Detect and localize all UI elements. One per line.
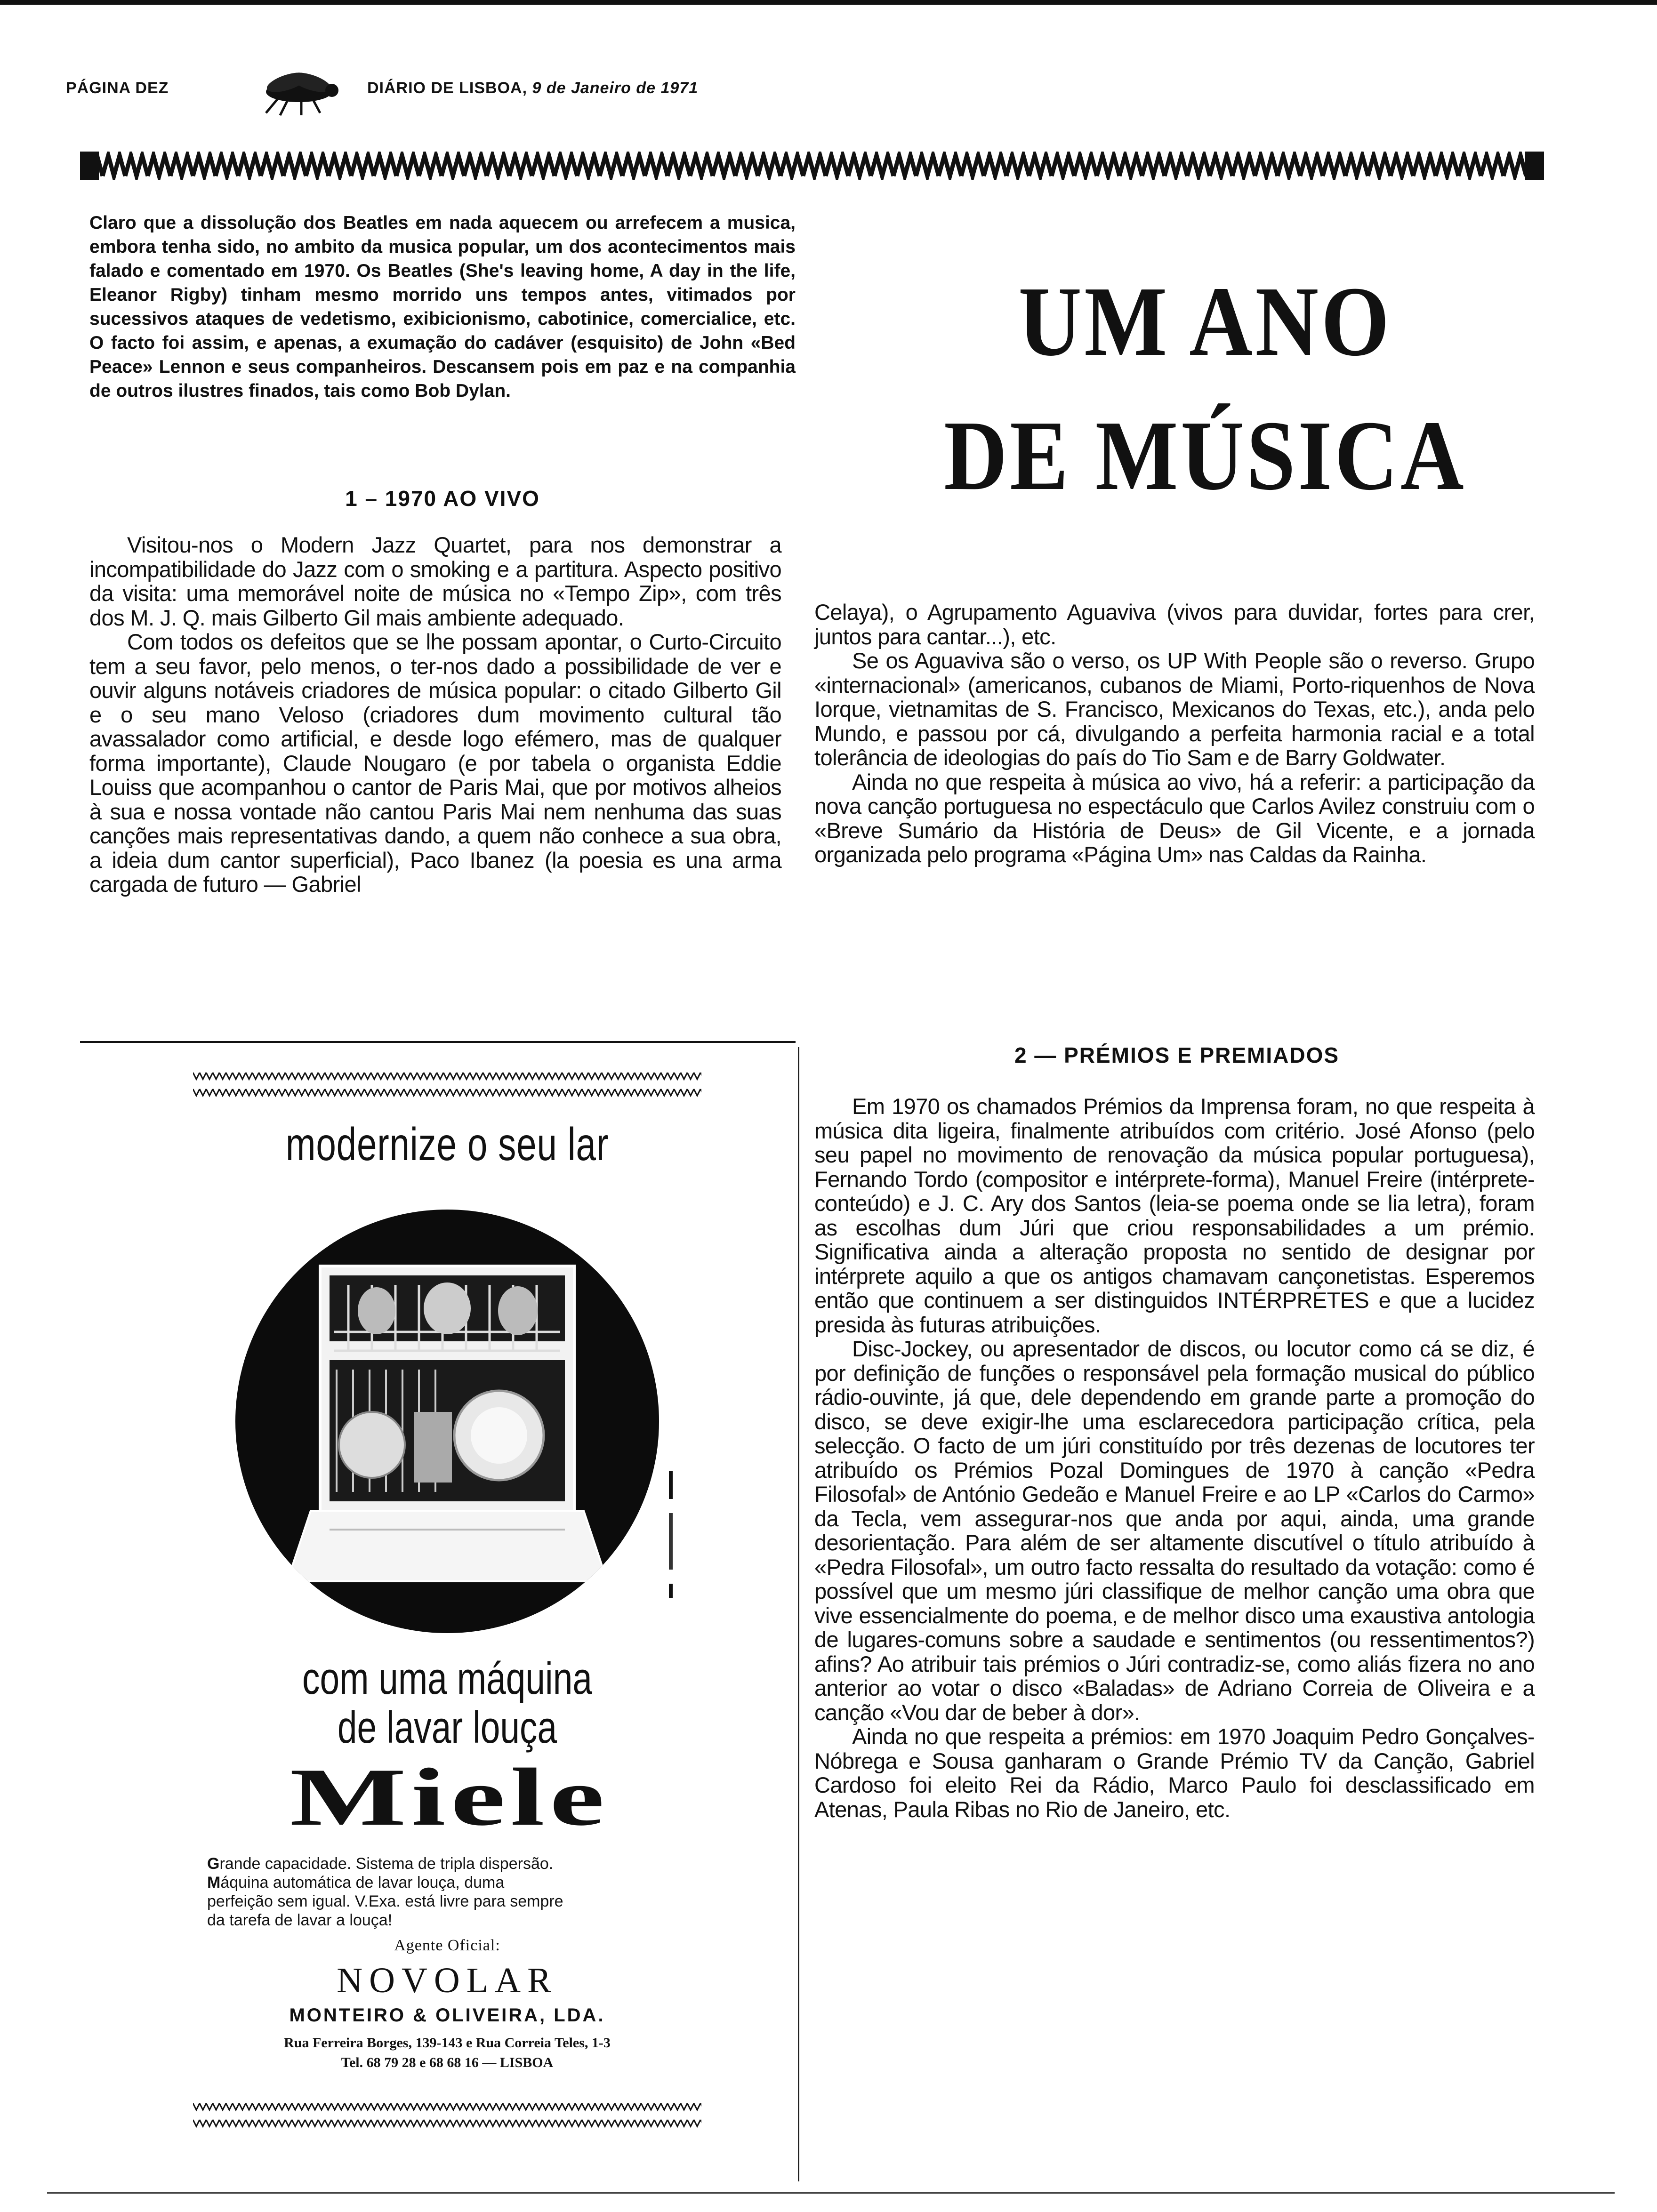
- company-name: MONTEIRO & OLIVEIRA, LDA.: [289, 2005, 605, 2026]
- paragraph: Visitou-nos o Modern Jazz Quartet, para nos demonstrar a incompatibilidade do Jazz com o smoking e a partitura. Aspecto positivo da visita: uma memorável noite de música no «Tempo Zip», com três dos M. J. Q. mais Gilberto Gil mais ambiente adequado.: [89, 532, 781, 630]
- bottom-rule: [47, 2192, 1615, 2194]
- lead-paragraph: Claro que a dissolução dos Beatles em nada aquecem ou arrefecem a musica, embora tenha sido, no ambito da musica popular, um dos acontecimentos mais falado e comentado em 1970. Os Beatles (She's leaving home, A day in the life, Eleanor Rigby) tinham mesmo morrido uns tempos antes, vitimados por sucessivos ataques de vedetismo, exibicionismo, cabotinice, comercialice, etc. O facto foi assim, e apenas, a exumação do cadáver (esquisito) de John «Bed Peace» Lennon e seus companheiros. Descansem pois em paz e na companhia de outros ilustres finados, tais como Bob Dylan.: [89, 213, 796, 401]
- dishwasher-image: [235, 1210, 659, 1633]
- ad-tagline-line-2: de lavar louça: [337, 1702, 557, 1753]
- dropcap: G: [207, 1855, 220, 1873]
- miele-advertisement: [193, 1061, 701, 2153]
- paragraph: Se os Aguaviva são o verso, os UP With People são o reverso. Grupo «internacional» (americanos, cubanos de Miami, Porto-riquenhos de Nova Iorque, vietnamitas de S. Francisco, Mexicanos do Texas, etc.), anda pelo Mundo, e passou por cá, divulgando a perfeita harmonia racial e a total tolerância de ideologias do país do Tio Sam e de Barry Goldwater.: [814, 648, 1535, 770]
- dropcap: M: [207, 1874, 221, 1891]
- ad-tagline: [249, 1654, 645, 1752]
- article-title: [911, 254, 1499, 522]
- paragraph: Ainda no que respeita à música ao vivo, há a referir: a participação da nova canção portuguesa no espectáculo que Carlos Avilez construiu com o «Breve Sumário da História de Deus» de Gil Vicente, e a jornada organizada pelo programa «Página Um» nas Caldas da Rainha.: [814, 769, 1535, 867]
- agent-label: Agente Oficial:: [394, 1937, 500, 1954]
- title-line-1: UM ANO: [1018, 266, 1392, 377]
- miele-logo: Miele: [290, 1751, 610, 1843]
- issue-date: 9 de Janeiro de 1971: [532, 79, 699, 97]
- agent-name: NOVOLAR: [337, 1961, 558, 2000]
- paragraph: Celaya), o Agrupamento Aguaviva (vivos para duvidar, fortes para crer, juntos para cantar...), etc.: [814, 600, 1535, 649]
- paragraph: Com todos os defeitos que se lhe possam apontar, o Curto-Circuito tem a seu favor, pelo menos, o ter-nos dado a possibilidade de ver e ouvir alguns notáveis criadores de música popular: o citado Gilberto Gil e o seu mano Veloso (criadores dum movimento cultural tão avassalador como artificial, e desde logo efémero, mas de qualquer forma importante), Claude Nougaro (e por tabela o organista Eddie Louiss que acompanhou o cantor de Paris Mai, que por motivos alheios à sua e nossa vontade não cantou Paris Mai nem nenhuma das suas canções mais representativas dando, a quem não conhece a sua obra, a ideia dum cantor superficial), Paco Ibanez (la poesia es una arma cargada de futuro — Gabriel: [89, 629, 781, 897]
- newspaper-dateline: [367, 79, 698, 97]
- company-address: [202, 2033, 692, 2073]
- wavy-border-top-2: [193, 1087, 701, 1098]
- address-line-2: Tel. 68 79 28 e 68 68 16 — LISBOA: [341, 2055, 554, 2070]
- newspaper-name: DIÁRIO DE LISBOA,: [367, 79, 528, 97]
- ad-description-2: áquina automática de lavar louça, duma perfeição sem igual. V.Exa. está livre para sempre da tarefa de lavar a louça!: [207, 1874, 563, 1929]
- photo-credit-mark: [666, 1471, 676, 1603]
- zigzag-border: [80, 152, 1544, 180]
- ad-headline: modernize o seu lar: [285, 1118, 609, 1170]
- ad-description: [207, 1854, 565, 1930]
- page-header: [47, 71, 1610, 113]
- wavy-border-bottom-2: [193, 2118, 701, 2128]
- section-1-right-column: [814, 600, 1535, 867]
- title-line-2: DE MÚSICA: [944, 400, 1466, 511]
- paragraph: Disc-Jockey, ou apresentador de discos, ou locutor como cá se diz, é por definição de funções o responsável pela formação musical do público rádio-ouvinte, já que, dele dependendo em grande parte a promoção do disco, se deve exigir-lhe uma esclarecedora participação crítica, pela selecção. O facto de um júri constituído por três dezenas de locutores ter atribuído os Prémios Pozal Domingues de 1970 à canção «Pedra Filosofal» de António Gedeão e Manuel Freire e ao LP «Carlos do Carmo» da Tecla, vem assegurar-nos que anda por aqui, ainda, uma grande desorientação. Para além de ser altamente discutível o título atribuído à «Pedra Filosofal», um outro facto ressalta do resultado da votação: como é possível que um mesmo júri classifique de melhor canção uma obra que vive essencialmente do poema, e de melhor disco uma exaustiva antologia de lugares-comuns sobre a saudade e sentimentos (ou ressentimentos?) afins? Ao atribuir tais prémios o Júri contradiz-se, como aliás fizera no ano anterior ao votar o disco «Baladas» de Adriano Correia de Oliveira e a canção «Vou dar de beber à dor».: [814, 1336, 1535, 1725]
- top-rule: [0, 0, 1657, 5]
- wavy-border-top: [193, 1071, 701, 1081]
- section-2-column: [814, 1094, 1535, 1821]
- column-rule: [80, 1041, 796, 1043]
- ad-tagline-line-1: com uma máquina: [302, 1653, 592, 1704]
- paragraph: Em 1970 os chamados Prémios da Imprensa foram, no que respeita à música dita ligeira, finalmente atribuídos com critério. José Afonso (pelo seu papel no movimento de renovação da música popular portuguesa), Fernando Tordo (compositor e intérprete-forma), Manuel Freire (intérprete-conteúdo) e J. C. Ary dos Santos (leia-se poema onde se lia letra), foram as escolhas dum Júri que criou responsabilidades a um prémio. Significativa ainda a alteração proposta no sentido de designar por intérprete aquilo a que os antigos chamavam cançonetistas. Esperemos então que continuem a ser distinguidos INTÉRPRETES e que a lucidez presida às futuras atribuições.: [814, 1094, 1535, 1337]
- section-1-heading: 1 – 1970 AO VIVO: [345, 486, 540, 511]
- fly-icon: [249, 66, 348, 118]
- ad-description-1: rande capacidade. Sistema de tripla dispersão.: [219, 1855, 554, 1873]
- section-1-left-column: [89, 533, 781, 897]
- section-2-heading: 2 — PRÉMIOS E PREMIADOS: [1014, 1043, 1340, 1067]
- wavy-border-bottom: [193, 2101, 701, 2112]
- paragraph: Ainda no que respeita a prémios: em 1970 Joaquim Pedro Gonçalves-Nóbrega e Sousa ganharam o Grande Prémio TV da Canção, Gabriel Cardoso foi eleito Rei da Rádio, Marco Paulo foi desclassificado em Atenas, Paula Ribas no Rio de Janeiro, etc.: [814, 1724, 1535, 1822]
- vertical-rule: [798, 1047, 799, 2181]
- address-line-1: Rua Ferreira Borges, 139-143 e Rua Correia Teles, 1-3: [284, 2035, 611, 2051]
- page-label: PÁGINA DEZ: [66, 79, 169, 97]
